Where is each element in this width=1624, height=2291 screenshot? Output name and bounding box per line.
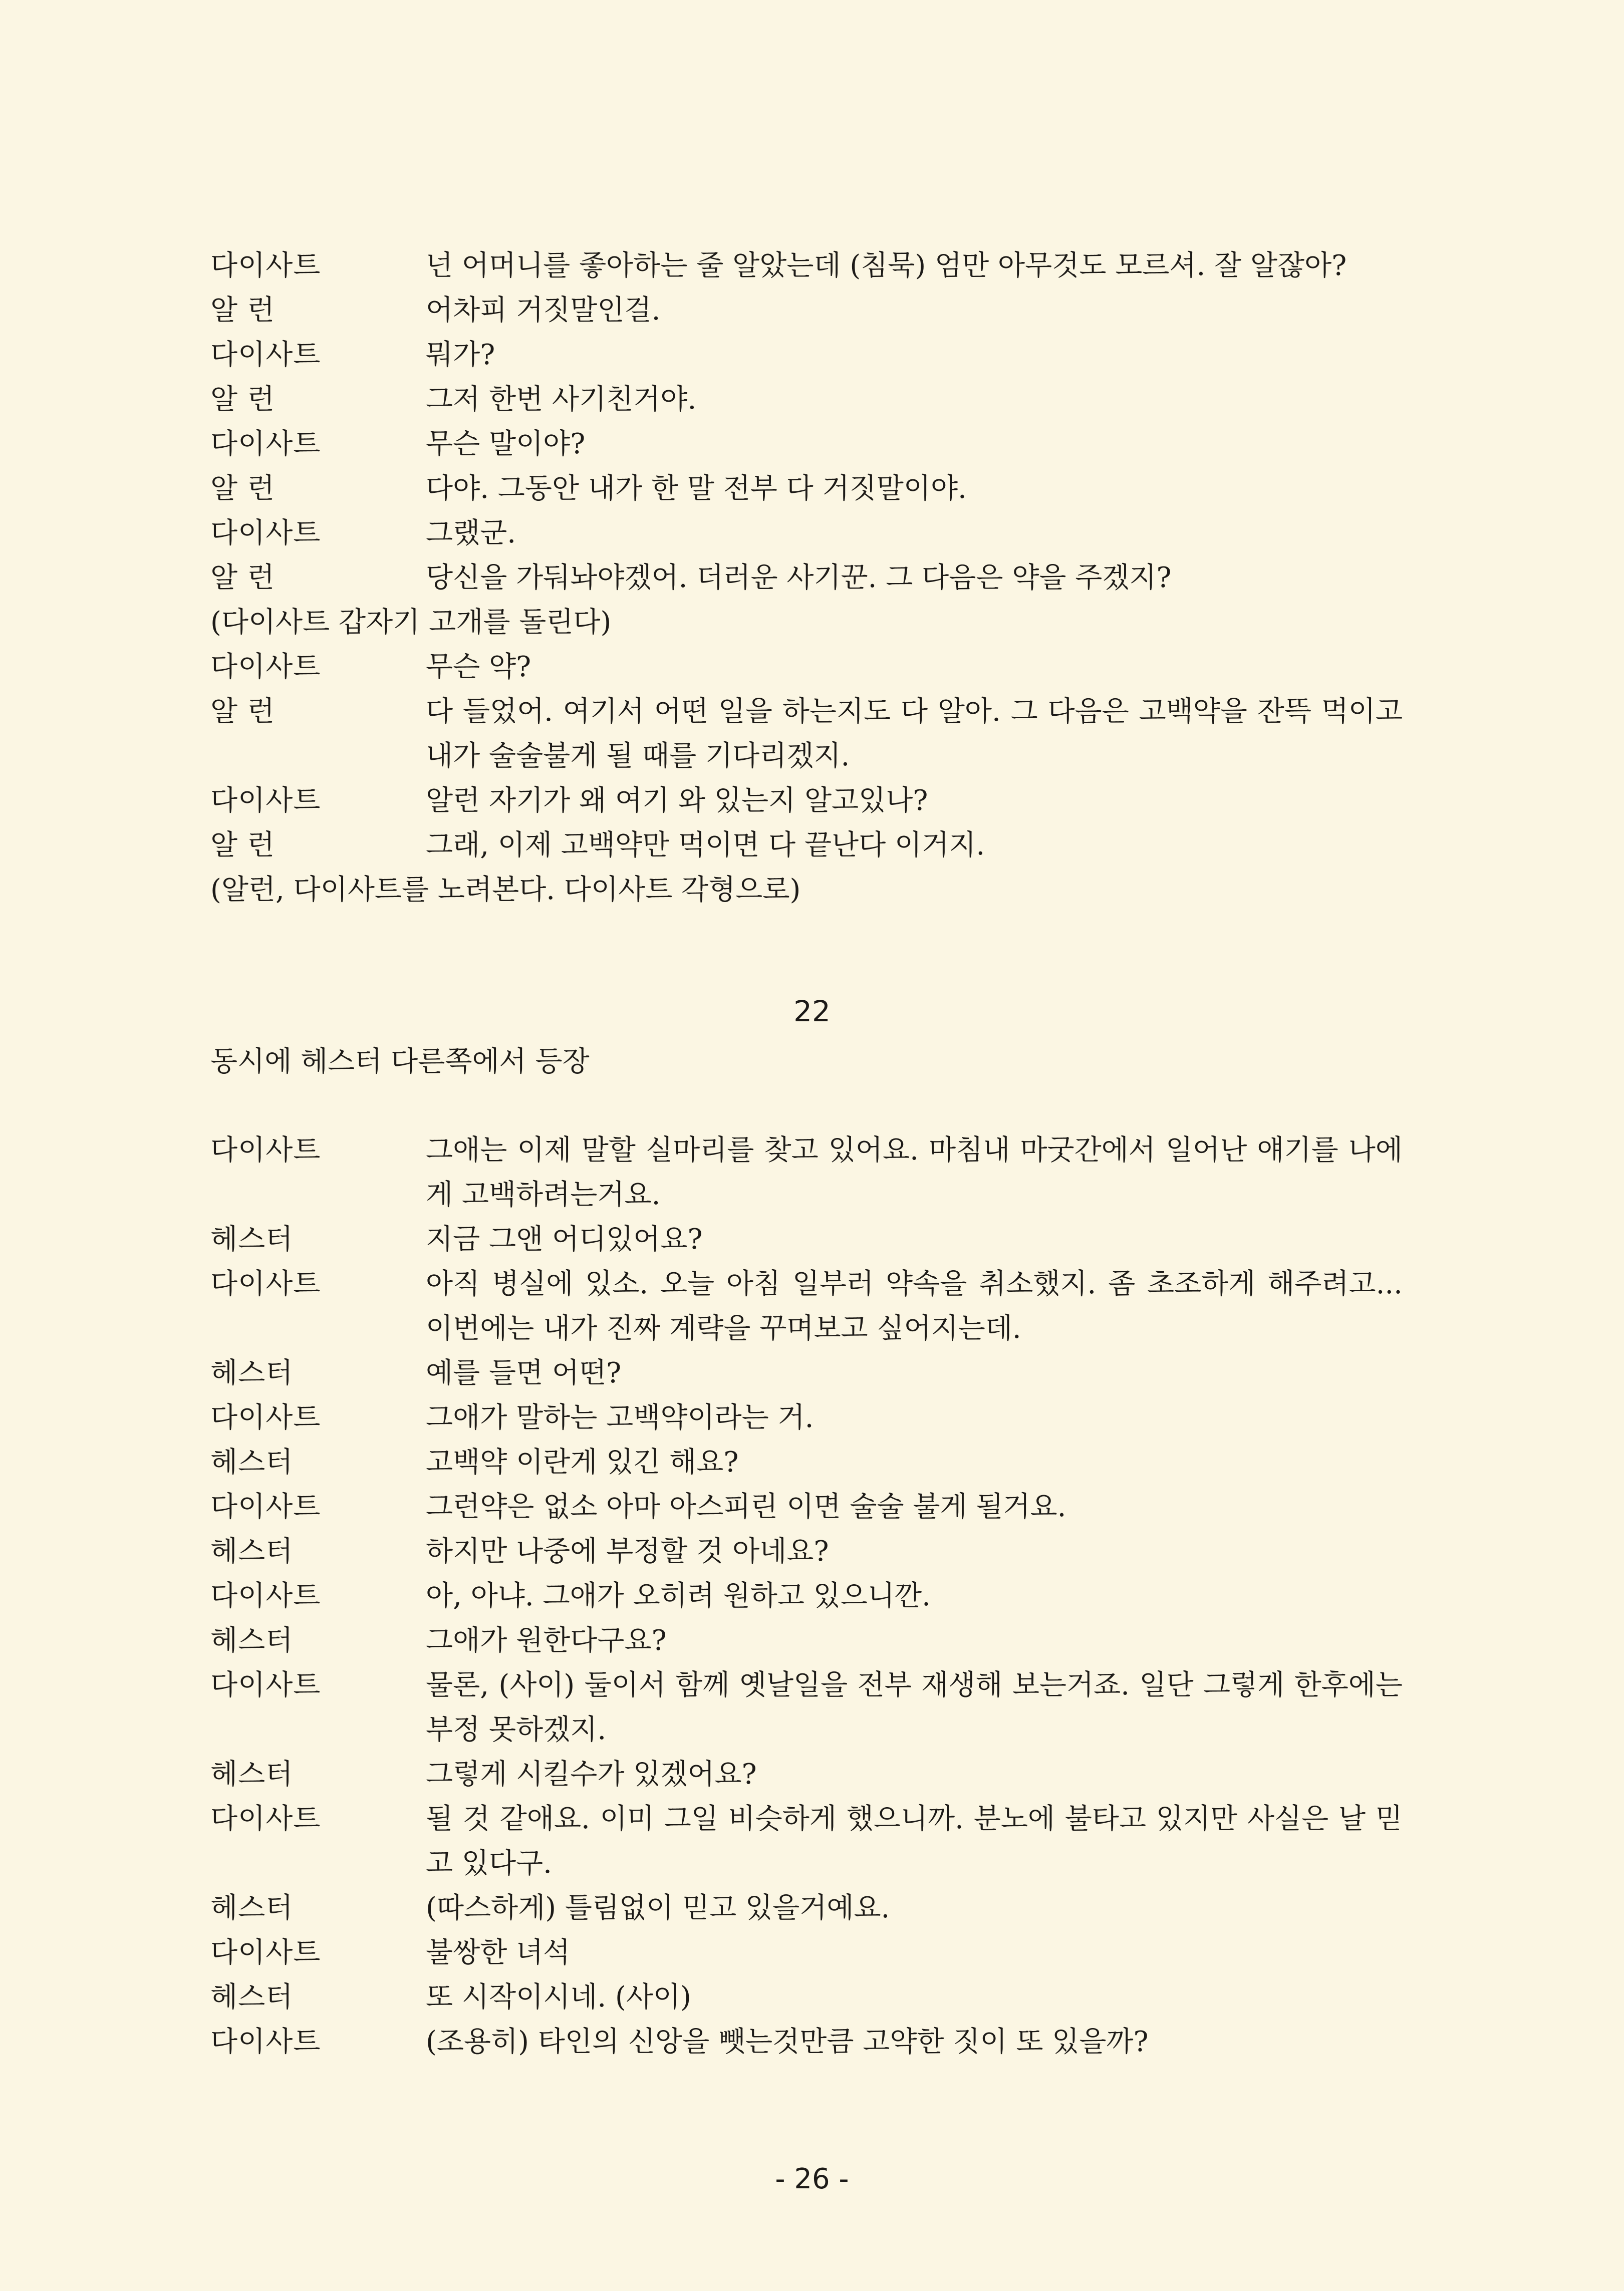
dialogue-text: 무슨 말이야? [426,428,586,460]
dialogue-line [210,1752,1403,1797]
speaker-name: 알 런 [210,561,275,594]
dialogue-text: 불쌍한 녀석 [426,1936,571,1969]
dialogue-line [210,288,1403,333]
dialogue-text: 뭐가? [426,339,495,371]
speaker-name: 다이사트 [210,1803,321,1835]
dialogue-text: 당신을 가둬놔야겠어. 더러운 사기꾼. 그 다음은 약을 주겠지? [426,561,1172,594]
scene-number: 22 [793,994,831,1028]
speaker-name: 다이사트 [210,339,321,371]
dialogue-line [210,1886,1403,1930]
dialogue-line [210,2020,1403,2064]
dialogue-line [210,1440,1403,1485]
speaker-name: 다이사트 [210,428,321,460]
dialogue-line [210,1663,1403,1752]
speaker-name: 헤스터 [210,1624,294,1657]
speaker-name: 다이사트 [210,1491,321,1523]
dialogue-line [210,333,1403,377]
dialogue-line [210,1574,1403,1618]
speaker-name: 다이사트 [210,1936,321,1969]
dialogue-text: 그저 한번 사기친거야. [426,383,697,416]
dialogue-text: 아, 아냐. 그애가 오히려 원하고 있으니깐. [426,1580,931,1612]
dialogue-text: 예를 들면 어떤? [426,1357,622,1389]
speaker-name: 다이사트 [210,249,321,282]
speaker-name: 알 런 [210,695,275,728]
dialogue-text: 또 시작이시네. (사이) [426,1981,691,2014]
dialogue-text: 무슨 약? [426,651,531,683]
speaker-name: 다이사트 [210,1134,321,1167]
speaker-name: 알 런 [210,383,275,416]
dialogue-line [210,511,1403,555]
speaker-name: 다이사트 [210,1580,321,1612]
dialogue-text: 다야. 그동안 내가 한 말 전부 다 거짓말이야. [426,472,967,505]
speaker-name: 다이사트 [210,1669,321,1701]
dialogue-block-bottom [210,1128,1403,2064]
speaker-name: 헤스터 [210,1981,294,2014]
speaker-name: 헤스터 [210,1223,294,1256]
dialogue-line [210,1975,1403,2020]
dialogue-text: 그렇게 시킬수가 있겠어요? [426,1758,757,1791]
speaker-name: 다이사트 [210,517,321,549]
dialogue-line [210,1217,1403,1262]
dialogue-text: 그애가 말하는 고백약이라는 거. [426,1401,814,1434]
dialogue-text: 지금 그앤 어디있어요? [426,1223,703,1256]
speaker-name: 알 런 [210,829,275,862]
dialogue-line [210,243,1403,288]
speaker-name: 헤스터 [210,1535,294,1568]
dialogue-line [210,689,1403,778]
dialogue-text: 어차피 거짓말인걸. [426,294,661,327]
scene-direction-block [210,1039,1403,1084]
stage-direction: (알런, 다이사트를 노려본다. 다이사트 각형으로) [210,874,801,906]
dialogue-text: 그애는 이제 말할 실마리를 찾고 있어요. 마침내 마굿간에서 일어난 얘기를 나에게 고백하려는거요. [426,1134,1403,1211]
dialogue-text: (따스하게) 틀림없이 믿고 있을거예요. [426,1892,890,1924]
dialogue-line [210,1351,1403,1395]
speaker-name: 다이사트 [210,1401,321,1434]
dialogue-line [210,1262,1403,1351]
stage-direction: 동시에 헤스터 다른쪽에서 등장 [210,1045,590,1078]
speaker-name: 헤스터 [210,1758,294,1791]
dialogue-text: 아직 병실에 있소. 오늘 아침 일부러 약속을 취소했지. 좀 초조하게 해주려고... 이번에는 내가 진짜 계략을 꾸며보고 싶어지는데. [426,1268,1403,1345]
dialogue-line [210,555,1403,600]
speaker-name: 알 런 [210,294,275,327]
dialogue-text: 넌 어머니를 좋아하는 줄 알았는데 (침묵) 엄만 아무것도 모르셔. 잘 알잖아? [426,249,1347,282]
dialogue-line [210,823,1403,868]
dialogue-text: (조용히) 타인의 신앙을 뺏는것만큼 고약한 짓이 또 있을까? [426,2026,1149,2058]
speaker-name: 다이사트 [210,1268,321,1300]
dialogue-line [210,466,1403,511]
dialogue-text: 알런 자기가 왜 여기 와 있는지 알고있나? [426,784,928,817]
stage-direction: (다이사트 갑자기 고개를 돌린다) [210,606,612,639]
speaker-name: 헤스터 [210,1892,294,1924]
dialogue-line [210,778,1403,823]
dialogue-text: 고백약 이란게 있긴 해요? [426,1446,739,1479]
dialogue-line [210,1395,1403,1440]
dialogue-line [210,377,1403,422]
dialogue-line [210,645,1403,689]
speaker-name: 헤스터 [210,1446,294,1479]
dialogue-line [210,1485,1403,1529]
dialogue-text: 다 들었어. 여기서 어떤 일을 하는지도 다 알아. 그 다음은 고백약을 잔뜩 먹이고 내가 술술불게 될 때를 기다리겠지. [426,695,1403,772]
dialogue-text: 그런약은 없소 아마 아스피린 이면 술술 불게 될거요. [426,1491,1066,1523]
dialogue-line [210,422,1403,466]
speaker-name: 헤스터 [210,1357,294,1389]
dialogue-line [210,1797,1403,1886]
dialogue-text: 그애가 원한다구요? [426,1624,667,1657]
dialogue-line [210,1930,1403,1975]
dialogue-line [210,1618,1403,1663]
speaker-name: 다이사트 [210,784,321,817]
page-number: - 26 - [775,2163,849,2195]
speaker-name: 다이사트 [210,2026,321,2058]
speaker-name: 다이사트 [210,651,321,683]
dialogue-text: 물론, (사이) 둘이서 함께 옛날일을 전부 재생해 보는거죠. 일단 그렇게 한후에는 부정 못하겠지. [426,1669,1403,1746]
speaker-name: 알 런 [210,472,275,505]
dialogue-line [210,1128,1403,1217]
dialogue-block-top [210,243,1403,912]
dialogue-text: 그랬군. [426,517,516,549]
dialogue-text: 하지만 나중에 부정할 것 아네요? [426,1535,829,1568]
dialogue-text: 될 것 같애요. 이미 그일 비슷하게 했으니까. 분노에 불타고 있지만 사실은 날 믿고 있다구. [426,1803,1403,1880]
dialogue-line [210,1529,1403,1574]
dialogue-text: 그래, 이제 고백약만 먹이면 다 끝난다 이거지. [426,829,985,862]
